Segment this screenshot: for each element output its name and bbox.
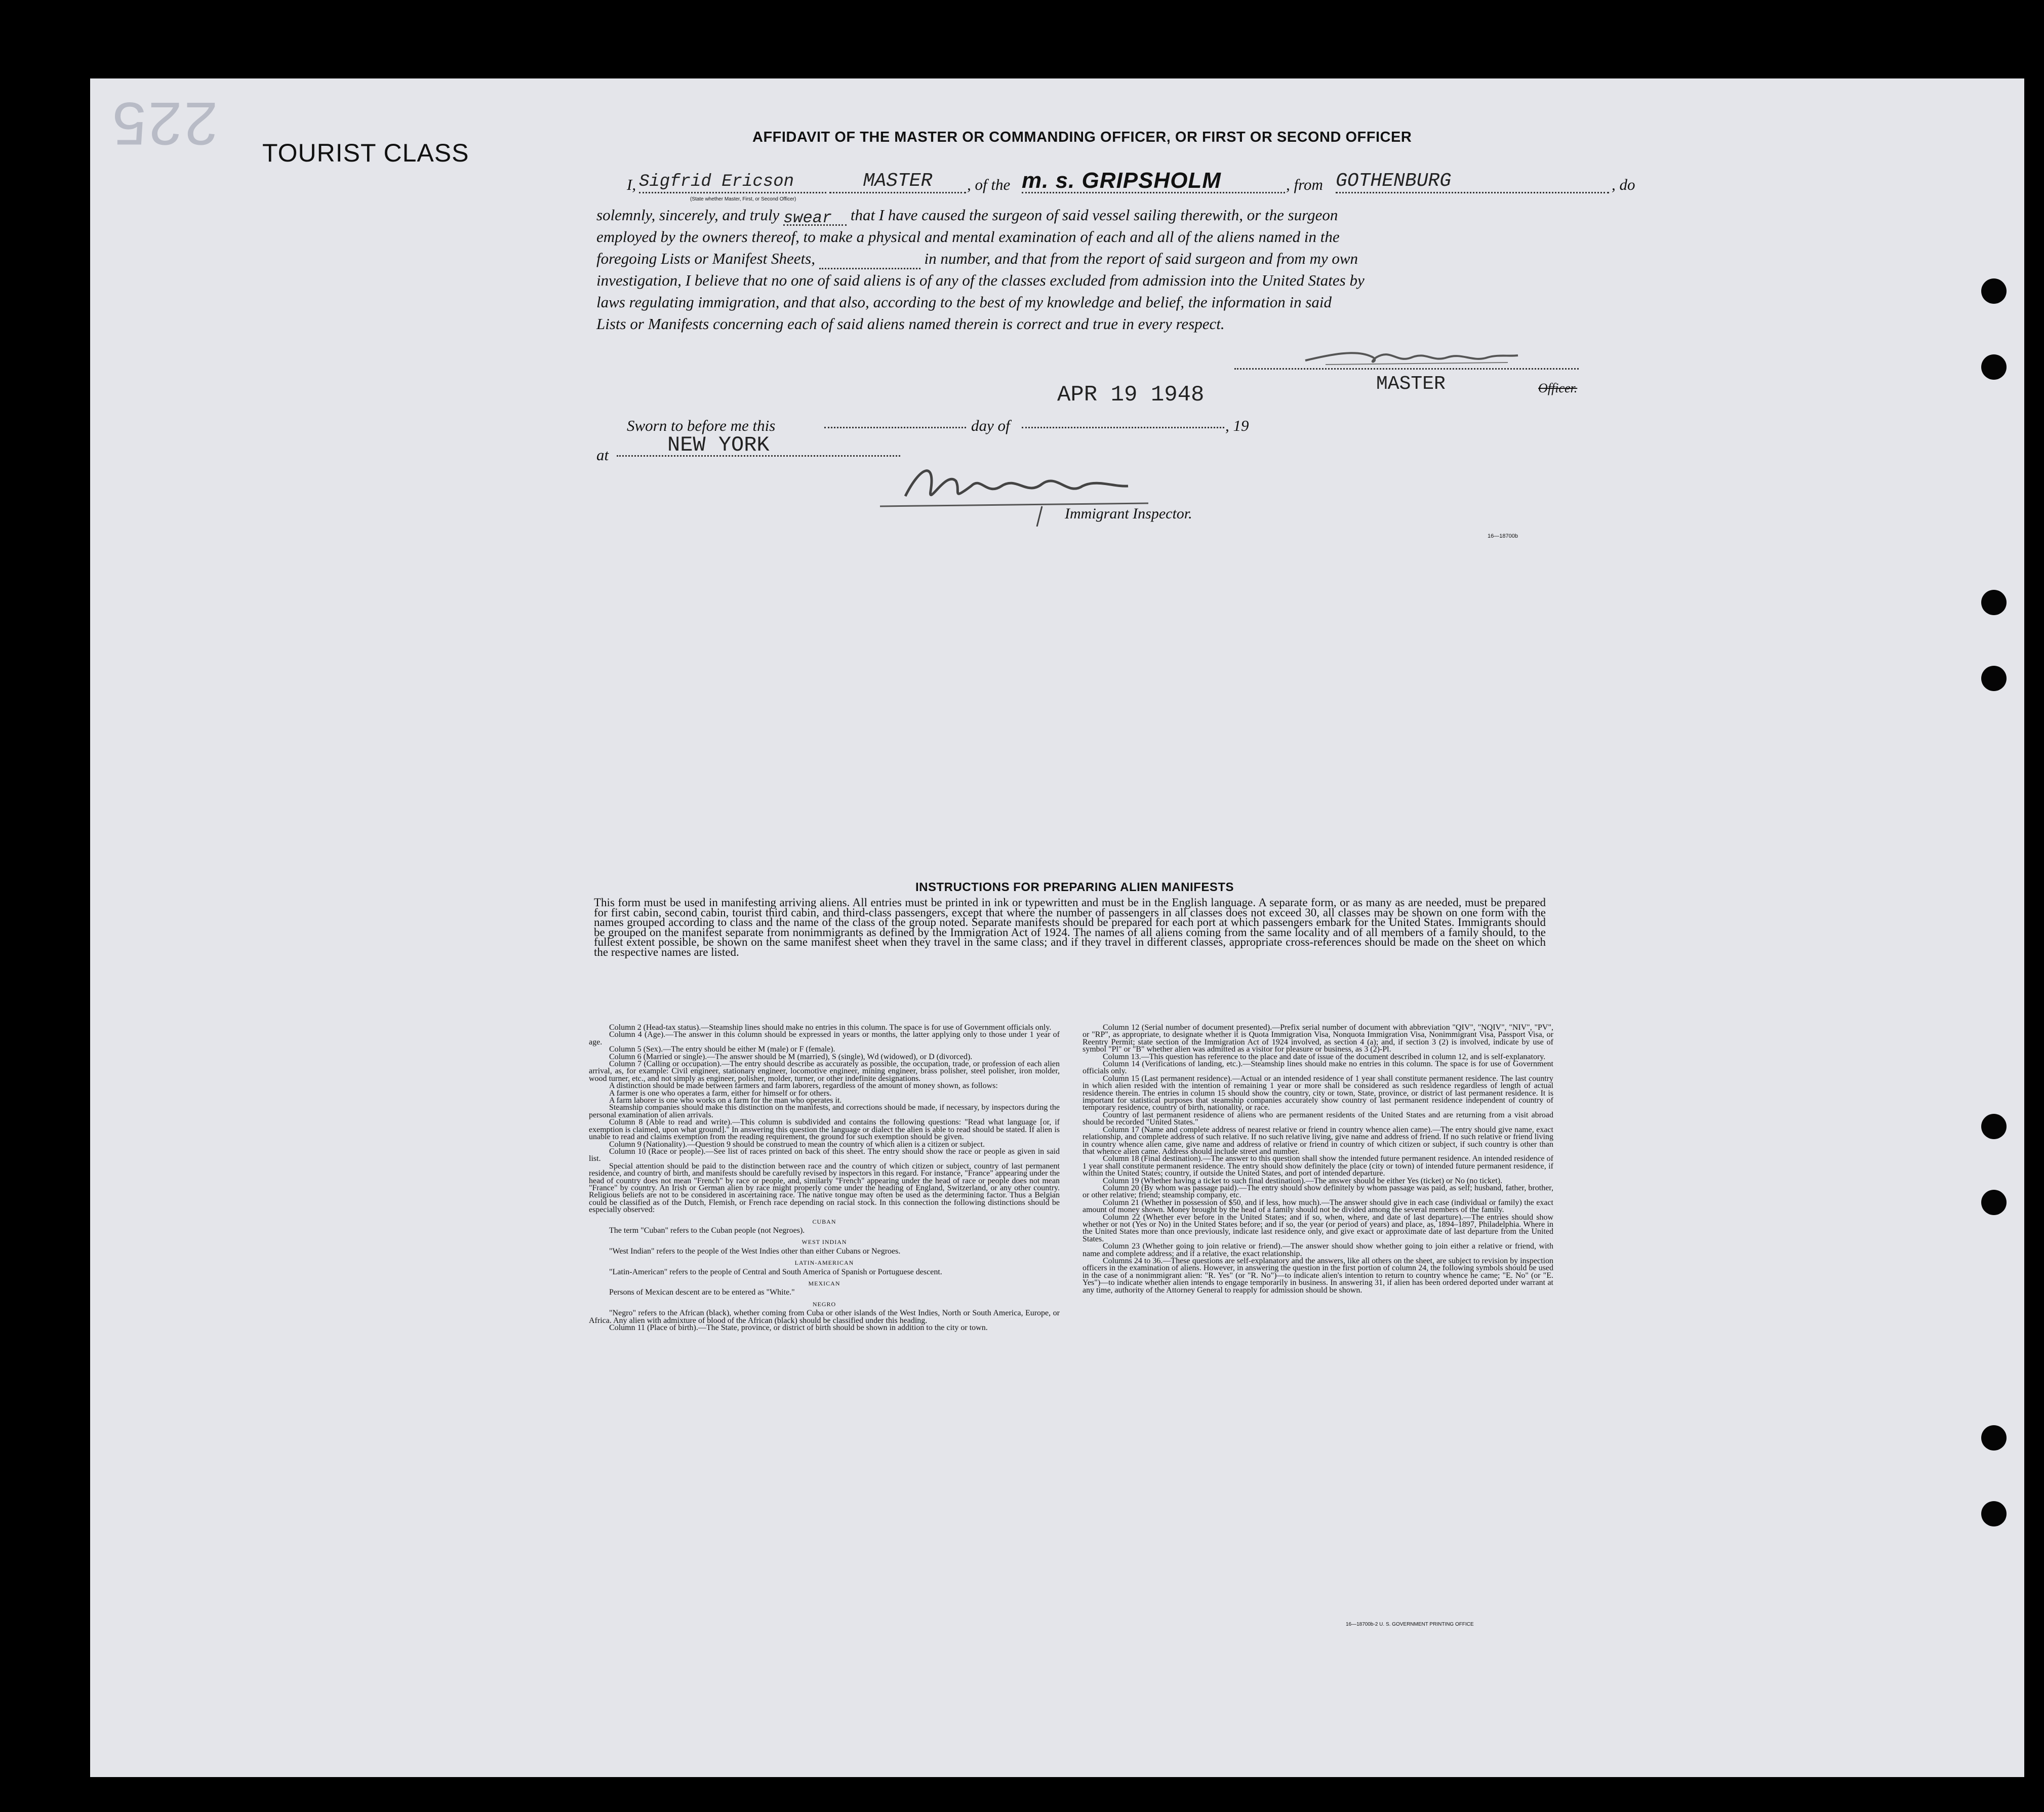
affidavit-line-1 <box>627 170 1639 200</box>
port-field <box>1336 170 1609 193</box>
left-para: Column 7 (Calling or occupation).—The entry should describe as accurately as possible, the occupation, trade, or profession of each alien arrival, as, for example: Civil engineer, stationary engineer, locomotive engineer, mining engineer, brass polisher, steel polisher, iron molder, wood turner, etc., and not simply as engineer, polisher, molder, turner, or other indefinite designations. <box>589 1060 1060 1083</box>
left-para: Column 4 (Age).—The answer in this column should be expressed in years or months, the latter applying only to those under 1 year of age. <box>589 1030 1060 1046</box>
swear-field <box>783 206 847 226</box>
right-para: Column 18 (Final destination).—The answer to this question shall show the intended future permanent residence. An intended residence of 1 year shall constitute permanent residence. The entry should show definitely the place (city or town) of intended future permanent residence, if within the United States; country, if outside the United States, and port of intended departure. <box>1083 1154 1553 1178</box>
mexican-heading: MEXICAN <box>808 1280 840 1287</box>
year-text: , 19 <box>1225 417 1249 434</box>
month-blank <box>1022 426 1224 428</box>
affidavit-line-7: Lists or Manifests concerning each of said aliens named therein is correct and true in every respect. <box>596 315 1225 333</box>
date-stamp: APR 19 1948 <box>1057 382 1205 408</box>
day-blank <box>824 426 966 428</box>
signature-line <box>1234 367 1579 370</box>
left-para: Column 8 (Able to read and write).—This column is subdivided and contains the following questions: "Read what language [or, if exemption is claimed, upon what ground]." In answering this question the language or dialect the alien is able to read should be stated. If alien is unable to read and claims exemption from the reading requirement, the ground for such exemption should be given. <box>589 1118 1060 1142</box>
column-11-text: Column 11 (Place of birth).—The State, province, or district of birth should be shown in addition to the city or town. <box>609 1323 988 1333</box>
number-blank <box>819 254 920 269</box>
stamped-page-number: 225 <box>110 90 218 157</box>
right-para: Column 19 (Whether having a ticket to such final destination).—The answer should be either Yes (ticket) or No (no ticket). <box>1103 1176 1503 1185</box>
right-para: Column 22 (Whether ever before in the United States; and if so, when, where, and date of last departure).—The entries should show whether or not (Yes or No) in the United States before; and if so, the year (or period of years) and place, as, 1894–1897, Philadelphia. Where in the United States more than once previously, indicate last residence only, and give exact or approximate date of last departure from the United States. <box>1083 1213 1553 1243</box>
place-field <box>617 433 900 457</box>
affidavit-line-5: investigation, I believe that no one of said aliens is of any of the classes excluded from admission into the United States by <box>596 271 1365 289</box>
left-para: Steamship companies should make this distinction on the manifests, and corrections should be made, if necessary, by inspectors during the personal examination of alien arrivals. <box>589 1103 1060 1119</box>
affidavit-line-6: laws regulating immigration, and that also, according to the best of my knowledge and belief, the information in said <box>596 293 1332 311</box>
day-of-text: day of <box>971 417 1010 434</box>
text-i: I, <box>627 176 636 193</box>
sworn-text: Sworn to before me this <box>627 417 776 434</box>
binder-hole <box>1981 666 2007 691</box>
right-para: Country of last permanent residence of aliens who are permanent residents of the United States and are returning from a visit abroad should be recorded "United States." <box>1083 1110 1553 1127</box>
instructions-right-column <box>1083 1024 1553 1294</box>
instructions-title: INSTRUCTIONS FOR PREPARING ALIEN MANIFESTS <box>915 880 1234 894</box>
rank-hint: (State whether Master, First, or Second Officer) <box>690 196 796 202</box>
rank-field <box>829 170 966 193</box>
class-label: TOURIST CLASS <box>262 139 469 167</box>
mexican-text: Persons of Mexican descent are to be entered as "White." <box>609 1288 795 1297</box>
master-stamp: MASTER <box>1376 373 1446 395</box>
binder-hole <box>1981 278 2007 304</box>
left-para: Column 10 (Race or people).—See list of races printed on back of this sheet. The entry should show the race or people as given in said list. <box>589 1147 1060 1163</box>
left-para: A distinction should be made between farmers and farm laborers, regardless of the amount of money shown, as follows: <box>609 1081 998 1091</box>
right-para: Columns 24 to 36.—These questions are self-explanatory and the answers, like all others on the sheet, are subject to revision by inspection officers in the examination of aliens. However, in answering the question in the first portion of column 24, the following symbols should be used in the case of a nonimmigrant alien: "R. Yes" (or "R. No")—to indicate alien's intention to return to country whence he came; "E. No" (or "E. Yes")—to indicate whether alien intends to engage temporarily in business. In answering 31, if alien has been ordered deported under warrant at any time, authority of the Attorney General to reapply for admission should be shown. <box>1083 1257 1553 1295</box>
left-para: A farm laborer is one who works on a farm for the man who operates it. <box>609 1096 842 1105</box>
affidavit-title: AFFIDAVIT OF THE MASTER OR COMMANDING OFFICER, OR FIRST OR SECOND OFFICER <box>752 129 1412 145</box>
affidavit-line-3: employed by the owners thereof, to make a physical and mental examination of each and all of the aliens named in the <box>596 228 1340 246</box>
binder-hole <box>1981 590 2007 615</box>
text-do: , do <box>1612 176 1635 193</box>
affidavit-line-4: foregoing Lists or Manifest Sheets, in number, and that from the report of said surgeon and from my own <box>596 248 1358 269</box>
form-number: 16—18700b <box>1488 533 1518 539</box>
west-indian-heading: WEST INDIAN <box>801 1238 847 1246</box>
binder-hole <box>1981 1501 2007 1526</box>
right-para: Column 14 (Verifications of landing, etc.).—Steamship lines should make no entries in this column. The space is for use of Government officials only. <box>1083 1060 1553 1076</box>
negro-text: "Negro" refers to the African (black), whether coming from Cuba or other islands of the West Indies, North or South America, Europe, or Africa. Any alien with admixture of blood of the African (black) should be classified under this heading. <box>589 1309 1060 1325</box>
affidavit-line-2: solemnly, sincerely, and truly swear that I have caused the surgeon of said vessel sailing therewith, or the surgeon <box>596 206 1338 227</box>
left-para: Special attention should be paid to the distinction between race and the country of which citizen or subject, country of last permanent residence, and country of birth, and manifests should be carefully revised by inspectors in this regard. For instance, "France" appearing under the head of country does not mean "French" by race or people, and, similarly "French" appearing under the head of race or people does not mean "France" by country. An Irish or German alien by race might properly come under the heading of England, Switzerland, or any other country. Religious beliefs are not to be considered in ascertaining race. The native tongue may often be used as the determining factor. Thus a Belgian could be classified as of the Dutch, Flemish, or French race depending on racial stock. In this connection the following distinctions should be especially observed: <box>589 1161 1060 1215</box>
instructions-left-column <box>589 1024 1060 1332</box>
ship-name: m. s. GRIPSHOLM <box>1022 168 1221 193</box>
place-value: NEW YORK <box>667 433 770 457</box>
right-para: Column 12 (Serial number of document presented).—Prefix serial number of document with abbreviation "QIV", "NQIV", "NIV", "PV", or "RP", as appropriate, to designate whether it is Quota Immigration Visa, Nonquota Immigration Visa, Nonimmigrant Visa, Passport Visa, or Reentry Permit; state section of the Immigration Act of 1924 involved, as section 4 (a); and, if section 3 (2) is involved, indicate by use of symbol "Pl" or "B" whether alien was admitted as a visitor for pleasure or business, as 3 (2)-Pl. <box>1083 1023 1553 1054</box>
negro-heading: NEGRO <box>812 1300 836 1308</box>
left-para: Column 9 (Nationality).—Question 9 should be construed to mean the country of which alien is a citizen or subject. <box>609 1140 985 1149</box>
document-page <box>90 78 2024 1777</box>
inspector-label: Immigrant Inspector. <box>1065 505 1192 522</box>
right-para: Column 21 (Whether in possession of $50, and if less, how much).—The answer should give in each case (individual or family) the exact amount of money shown. Money brought by the head of a family should not be divided among the several members of the family. <box>1083 1198 1553 1215</box>
officer-struck: Officer. <box>1538 381 1578 395</box>
port-value: GOTHENBURG <box>1336 170 1452 192</box>
cuban-heading: CUBAN <box>812 1218 836 1225</box>
cuban-text: The term "Cuban" refers to the Cuban people (not Negroes). <box>609 1226 805 1235</box>
master-name: Sigfrid Ericson <box>639 172 794 191</box>
binder-hole <box>1981 1190 2007 1215</box>
left-para: Column 5 (Sex).—The entry should be either M (male) or F (female). <box>609 1045 835 1054</box>
binder-hole <box>1981 354 2007 380</box>
ship-field <box>1022 170 1285 193</box>
at-text: at <box>596 446 609 464</box>
text-from: , from <box>1286 176 1323 193</box>
left-para: Column 2 (Head-tax status).—Steamship lines should make no entries in this column. The space is for use of Government officials only. <box>609 1023 1052 1032</box>
right-para: Column 17 (Name and complete address of nearest relative or friend in country whence alien came).—The entry should give name, exact relationship, and complete address of such relative. If no such relative living, give name and address of friend. If no such relative or friend living in country whence alien came, give name and address of relative or friend in country of which citizen or subject, if such country is other than that whence alien came. Address should include street and number. <box>1083 1125 1553 1156</box>
printing-office-footer: 16—18700b-2 U. S. GOVERNMENT PRINTING OFFICE <box>1346 1622 1474 1627</box>
rank-value: MASTER <box>863 170 933 192</box>
latin-american-heading: LATIN-AMERICAN <box>794 1259 854 1267</box>
left-para: Column 6 (Married or single).—The answer should be M (married), S (single), Wd (widowed), or D (divorced). <box>609 1052 973 1061</box>
binder-hole <box>1981 1425 2007 1451</box>
text-of-the: , of the <box>967 176 1011 193</box>
west-indian-text: "West Indian" refers to the people of the West Indies other than either Cubans or Negroes. <box>609 1246 901 1256</box>
right-para: Column 23 (Whether going to join relative or friend).—The answer should show whether going to join either a relative or friend, with name and complete address; and if a relative, the exact relationship. <box>1083 1242 1553 1258</box>
right-para: Column 20 (By whom was passage paid).—The entry should show definitely by whom passage was paid, as self; husband, father, brother, or other relative; friend; steamship company, etc. <box>1083 1183 1553 1200</box>
swear-value: swear <box>783 209 832 227</box>
instructions-intro: This form must be used in manifesting arriving aliens. All entries must be printed in ink or typewritten and must be in the English language. A separate form, or as many as are needed, must be prepared for first cabin, second cabin, tourist third cabin, and third-class passengers, except that where the number of passengers in all classes does not exceed 30, all classes may be shown on one form with the names grouped according to class and the name of the class of the group noted. Separate manifests should be prepared for each port at which passengers embark for the United States. Immigrants should be grouped on the manifest separate from nonimmigrants as defined by the Immigration Act of 1924. The names of all aliens coming from the same locality and of all members of a family should, to the fullest extent possible, be shown on the same manifest sheet when they travel in the same class; and if they travel in different classes, appropriate cross-references should be made on the sheet on which the respective names are listed. <box>594 896 1546 958</box>
binder-hole <box>1981 1114 2007 1139</box>
right-para: Column 13.—This question has reference to the place and date of issue of the document described in column 12, and is self-explanatory. <box>1103 1052 1546 1061</box>
right-para: Column 15 (Last permanent residence).—Actual or an intended residence of 1 year shall constitute permanent residence. The last country in which alien resided with the intention of remaining 1 year or more shall be considered as such residence regardless of length of actual residence therein. The entries in column 15 should show the country, city or town, State, province, or district of last permanent residence. It is important for statistical purposes that steamship companies accurately show country of last permanent residence independent of country of temporary residence, country of birth, nationality, or race. <box>1083 1074 1553 1112</box>
latin-american-text: "Latin-American" refers to the people of Central and South America of Spanish or Portuguese descent. <box>609 1267 942 1276</box>
left-para: A farmer is one who operates a farm, either for himself or for others. <box>609 1089 832 1098</box>
name-field <box>639 170 826 193</box>
